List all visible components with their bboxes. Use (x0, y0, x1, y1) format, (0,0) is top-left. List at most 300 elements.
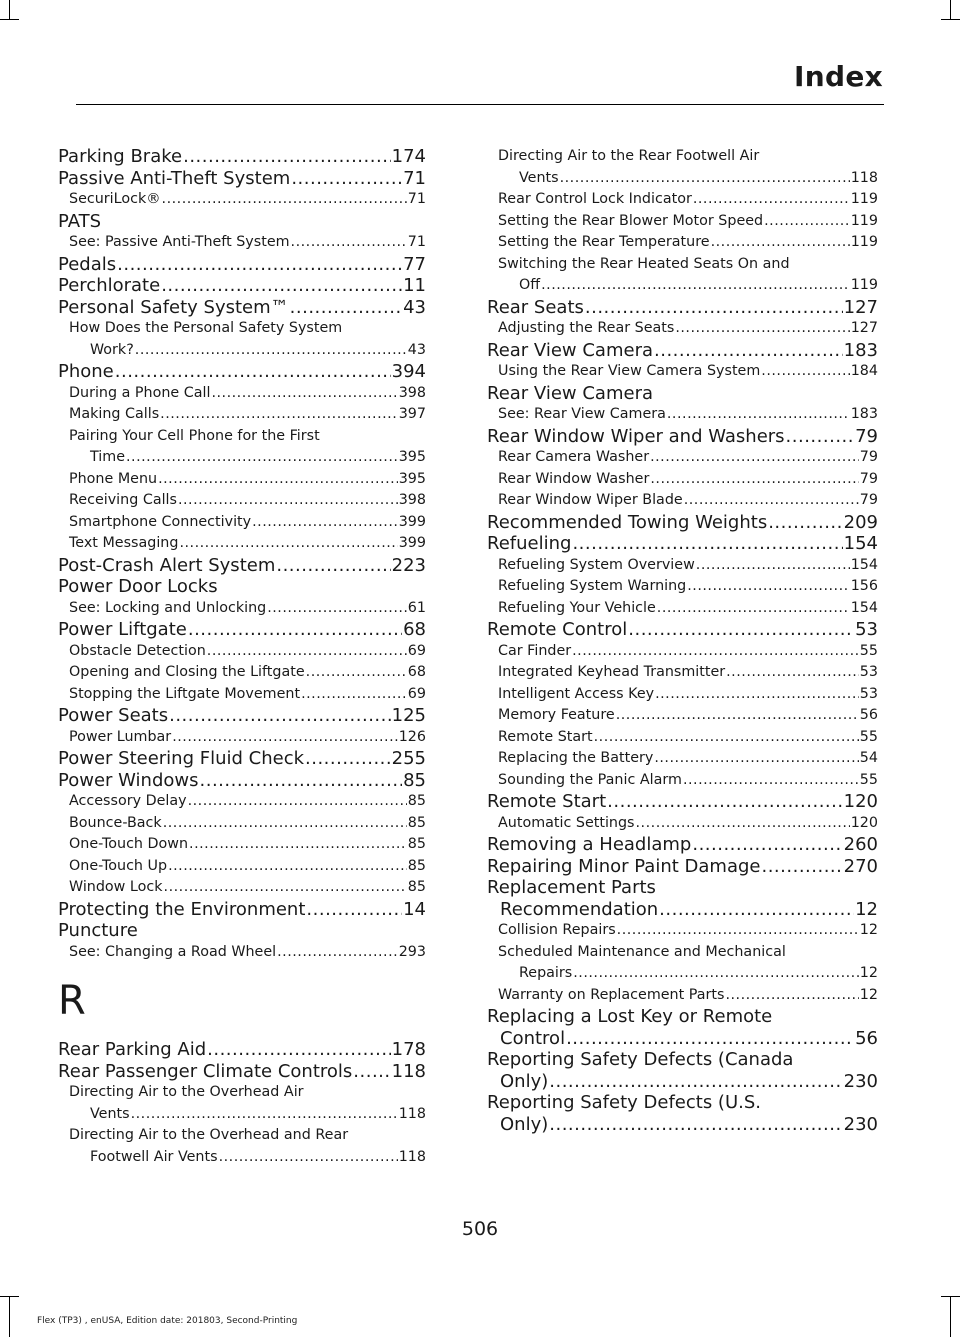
index-subentry[interactable] (487, 705, 878, 727)
dot-leader (654, 340, 843, 362)
dot-leader (657, 598, 850, 620)
index-subentry[interactable] (487, 211, 878, 233)
dot-leader (696, 555, 850, 577)
index-entry[interactable] (58, 705, 426, 727)
crop-mark-top-right-v (950, 0, 951, 19)
entry-page-number: 255 (391, 748, 426, 769)
dot-leader (726, 662, 859, 684)
entry-label: Rear Window Wiper Blade (498, 492, 683, 508)
entry-page-number: 85 (407, 814, 426, 831)
entry-label: See: Passive Anti-Theft System (69, 234, 290, 250)
entry-label: Only) (500, 1113, 549, 1135)
dot-leader (276, 555, 390, 577)
dot-leader (164, 877, 407, 899)
dot-leader (291, 168, 402, 190)
index-entry[interactable] (58, 361, 426, 383)
entry-label: Perchlorate (58, 275, 161, 296)
index-entry[interactable] (487, 856, 878, 878)
dot-leader (172, 727, 398, 749)
dot-leader (654, 748, 858, 770)
crop-mark-bottom-left-h (0, 1296, 19, 1297)
index-subentry[interactable] (487, 168, 878, 190)
entry-page-number: 395 (398, 470, 426, 487)
entry-page-number: 12 (859, 965, 878, 981)
entry-label: Power Lumbar (69, 728, 172, 745)
index-entry[interactable] (487, 297, 878, 319)
dot-leader (659, 899, 854, 921)
entry-label: Remote Start (498, 728, 593, 745)
entry-page-number: 118 (850, 169, 878, 186)
index-subentry[interactable] (487, 232, 878, 254)
dot-leader (650, 469, 858, 491)
entry-page-number: 223 (391, 554, 426, 576)
entry-label: Warranty on Replacement Parts (498, 986, 725, 1003)
index-subheading: How Does the Personal Safety System (69, 320, 343, 336)
entry-label: Rear Window Wiper and Washers (487, 425, 785, 447)
entry-label: Sounding the Panic Alarm (498, 771, 682, 788)
entry-label: Receiving Calls (69, 492, 177, 508)
entry-label: Automatic Settings (498, 814, 635, 831)
index-subentry[interactable] (487, 275, 878, 297)
entry-page-number: 270 (843, 855, 878, 877)
entry-label: Post-Crash Alert System (58, 554, 276, 576)
dot-leader (761, 361, 849, 383)
entry-label: Control (500, 1027, 566, 1049)
index-subentry[interactable] (58, 813, 426, 835)
index-subentry[interactable] (487, 641, 878, 663)
entry-label: Rear View Camera (487, 339, 653, 361)
dot-leader (585, 297, 843, 319)
entry-page-number: 77 (403, 253, 426, 275)
index-entry[interactable] (58, 168, 426, 190)
index-subentry[interactable] (58, 1147, 426, 1169)
entry-page-number: 398 (398, 492, 426, 508)
entry-label: Parking Brake (58, 146, 183, 167)
index-entry[interactable] (487, 834, 878, 856)
dot-leader (594, 727, 859, 749)
dot-leader (628, 619, 854, 641)
dot-leader (683, 770, 859, 792)
index-subentry[interactable] (58, 942, 426, 964)
entry-label: Memory Feature (498, 707, 615, 723)
index-entry[interactable] (58, 619, 426, 641)
entry-label: Phone Menu (69, 470, 158, 487)
dot-leader (549, 1071, 842, 1093)
entry-page-number: 79 (859, 492, 878, 508)
entry-label: Rear Passenger Climate Controls (58, 1060, 353, 1082)
crop-mark-top-right-h (941, 19, 960, 20)
entry-label: SecuriLock® (69, 191, 161, 207)
dot-leader (541, 275, 850, 297)
index-entry[interactable] (58, 275, 426, 297)
entry-label: Obstacle Detection (69, 642, 206, 659)
index-subentry[interactable] (58, 1104, 426, 1126)
index-column-right (487, 146, 878, 1135)
entry-page-number: 56 (859, 707, 878, 723)
index-subentry[interactable] (487, 684, 878, 706)
entry-label: Power Seats (58, 705, 169, 726)
entry-page-number: 397 (398, 406, 426, 422)
index-entry[interactable] (487, 1071, 878, 1093)
dot-leader (675, 318, 849, 340)
entry-page-number: 184 (850, 363, 878, 379)
dot-leader (267, 598, 407, 620)
dot-leader (549, 1114, 842, 1136)
index-subentry[interactable] (487, 555, 878, 577)
index-subentry[interactable] (58, 662, 426, 684)
index-subentry[interactable] (58, 727, 426, 749)
dot-leader (117, 254, 402, 276)
entry-page-number: 174 (391, 146, 426, 167)
index-entry[interactable] (58, 555, 426, 577)
dot-leader (305, 748, 391, 770)
index-subentry[interactable] (487, 770, 878, 792)
dot-leader (573, 963, 859, 985)
index-subentry[interactable] (487, 404, 878, 426)
index-subentry[interactable] (58, 877, 426, 899)
index-entry[interactable] (58, 1061, 426, 1083)
index-entry[interactable] (58, 1039, 426, 1061)
index-subheading: Directing Air to the Overhead Air (69, 1084, 304, 1100)
entry-label: Rear Control Lock Indicator (498, 191, 692, 207)
dot-leader (764, 211, 850, 233)
dot-leader (768, 512, 842, 534)
index-subentry[interactable] (487, 598, 878, 620)
entry-label: Removing a Headlamp (487, 834, 692, 855)
entry-label: Adjusting the Rear Seats (498, 320, 675, 336)
index-subentry[interactable] (487, 985, 878, 1007)
dot-leader (290, 297, 402, 319)
index-entry[interactable] (487, 1114, 878, 1136)
entry-label: Making Calls (69, 406, 160, 422)
dot-leader (761, 856, 842, 878)
entry-page-number: 230 (843, 1070, 878, 1092)
entry-label: Power Windows (58, 769, 199, 791)
dot-leader (277, 942, 398, 964)
entry-label: Power Liftgate (58, 619, 187, 640)
entry-page-number: 126 (398, 728, 426, 745)
dot-leader (219, 1147, 398, 1169)
index-subentry[interactable] (58, 598, 426, 620)
index-heading: Power Door Locks (58, 576, 218, 597)
entry-page-number: 183 (843, 339, 878, 361)
entry-page-number: 178 (391, 1039, 426, 1060)
index-subentry[interactable] (58, 383, 426, 405)
index-subentry[interactable] (58, 856, 426, 878)
index-heading: Reporting Safety Defects (Canada (487, 1049, 794, 1070)
dot-leader (301, 684, 407, 706)
entry-page-number: 230 (843, 1113, 878, 1135)
entry-page-number: 85 (407, 836, 426, 852)
entry-page-number: 119 (850, 277, 878, 293)
entry-page-number: 118 (391, 1060, 426, 1082)
index-subentry[interactable] (487, 189, 878, 211)
entry-label: Car Finder (498, 642, 572, 659)
dot-leader (306, 662, 407, 684)
index-entry[interactable] (487, 899, 878, 921)
index-subentry[interactable] (58, 447, 426, 469)
index-subentry[interactable] (58, 340, 426, 362)
dot-leader (306, 899, 402, 921)
crop-mark-bottom-right-h (941, 1296, 960, 1297)
entry-label: Time (90, 449, 125, 465)
entry-label: Rear Parking Aid (58, 1039, 207, 1060)
index-subentry[interactable] (487, 361, 878, 383)
entry-page-number: 79 (859, 449, 878, 465)
index-subentry[interactable] (487, 813, 878, 835)
entry-page-number: 53 (859, 664, 878, 680)
index-subentry[interactable] (58, 834, 426, 856)
entry-page-number: 85 (407, 879, 426, 895)
entry-page-number: 68 (403, 619, 426, 640)
entry-label: Passive Anti-Theft System (58, 167, 291, 189)
dot-leader (158, 469, 398, 491)
entry-page-number: 85 (407, 793, 426, 809)
entry-label: Refueling System Warning (498, 578, 687, 594)
crop-mark-top-left-v (9, 0, 10, 19)
entry-page-number: 79 (855, 425, 878, 447)
entry-label: Replacing the Battery (498, 750, 654, 766)
index-heading: PATS (58, 210, 102, 232)
entry-label: Refueling (487, 533, 572, 554)
index-entry[interactable] (487, 340, 878, 362)
entry-label: Phone (58, 361, 114, 382)
entry-page-number: 43 (403, 296, 426, 318)
dot-leader (725, 985, 858, 1007)
entry-label: Collision Repairs (498, 922, 616, 938)
index-subentry[interactable] (58, 512, 426, 534)
entry-label: Smartphone Connectivity (69, 513, 252, 530)
dot-leader (607, 791, 842, 813)
dot-leader (200, 770, 403, 792)
entry-page-number: 53 (859, 685, 878, 702)
entry-label: Vents (90, 1105, 130, 1122)
page-number: 506 (461, 1218, 499, 1240)
entry-label: Footwell Air Vents (90, 1148, 218, 1165)
entry-page-number: 119 (850, 212, 878, 229)
entry-label: Integrated Keyhead Transmitter (498, 664, 726, 680)
dot-leader (693, 189, 850, 211)
index-subentry[interactable] (58, 232, 426, 254)
entry-page-number: 127 (850, 320, 878, 336)
dot-leader (616, 705, 859, 727)
entry-page-number: 11 (403, 275, 426, 296)
entry-page-number: 119 (850, 234, 878, 250)
entry-page-number: 85 (407, 857, 426, 874)
section-letter: R (58, 978, 86, 1024)
entry-page-number: 55 (859, 642, 878, 659)
entry-label: Recommended Towing Weights (487, 511, 768, 533)
entry-page-number: 68 (407, 664, 426, 680)
index-heading: Reporting Safety Defects (U.S. (487, 1092, 761, 1113)
entry-page-number: 118 (398, 1105, 426, 1122)
dot-leader (188, 791, 407, 813)
dot-leader (667, 404, 850, 426)
index-subheading: Scheduled Maintenance and Mechanical (498, 943, 786, 960)
index-subentry[interactable] (58, 469, 426, 491)
dot-leader (684, 490, 859, 512)
entry-label: Vents (519, 169, 559, 186)
entry-label: During a Phone Call (69, 384, 211, 401)
index-heading: Replacing a Lost Key or Remote (487, 1006, 773, 1027)
entry-page-number: 54 (859, 750, 878, 766)
entry-label: Rear Window Washer (498, 470, 650, 487)
dot-leader (655, 684, 859, 706)
index-subentry[interactable] (487, 469, 878, 491)
entry-page-number: 61 (407, 599, 426, 616)
entry-page-number: 71 (407, 234, 426, 250)
dot-leader (188, 619, 402, 641)
entry-page-number: 71 (403, 167, 426, 189)
dot-leader (572, 533, 842, 555)
entry-page-number: 394 (391, 361, 426, 382)
entry-label: Opening and Closing the Liftgate (69, 664, 305, 680)
dot-leader (252, 512, 398, 534)
index-entry[interactable] (487, 619, 878, 641)
dot-leader (353, 1061, 390, 1083)
index-subentry[interactable] (487, 490, 878, 512)
entry-page-number: 154 (843, 533, 878, 554)
dot-leader (687, 576, 849, 598)
entry-page-number: 69 (407, 685, 426, 702)
title-rule (76, 104, 884, 105)
entry-page-number: 156 (850, 578, 878, 594)
entry-label: Intelligent Access Key (498, 685, 655, 702)
index-subentry[interactable] (58, 684, 426, 706)
dot-leader (207, 1039, 391, 1061)
index-entry[interactable] (487, 1028, 878, 1050)
entry-page-number: 14 (403, 898, 426, 920)
dot-leader (692, 834, 842, 856)
entry-page-number: 154 (850, 599, 878, 616)
entry-page-number: 43 (407, 341, 426, 358)
index-entry[interactable] (58, 899, 426, 921)
dot-leader (163, 813, 407, 835)
dot-leader (211, 383, 397, 405)
dot-leader (566, 1028, 854, 1050)
entry-page-number: 55 (859, 728, 878, 745)
index-subentry[interactable] (58, 533, 426, 555)
dot-leader (131, 1104, 398, 1126)
index-entry[interactable] (58, 748, 426, 770)
entry-page-number: 260 (843, 834, 878, 855)
entry-page-number: 12 (855, 898, 878, 920)
entry-page-number: 395 (398, 449, 426, 465)
entry-page-number: 183 (850, 406, 878, 422)
index-entry[interactable] (487, 426, 878, 448)
index-subentry[interactable] (487, 963, 878, 985)
dot-leader (160, 404, 398, 426)
crop-mark-top-left-h (0, 19, 19, 20)
entry-page-number: 119 (850, 191, 878, 207)
index-entry[interactable] (487, 512, 878, 534)
dot-leader (162, 189, 407, 211)
dot-leader (161, 275, 402, 297)
index-subentry[interactable] (487, 920, 878, 942)
entry-label: Rear Camera Washer (498, 449, 650, 465)
entry-label: Only) (500, 1070, 549, 1092)
dot-leader (126, 447, 398, 469)
entry-label: Repairs (519, 965, 573, 981)
entry-page-number: 69 (407, 642, 426, 659)
dot-leader (650, 447, 859, 469)
index-subentry[interactable] (487, 318, 878, 340)
index-subentry[interactable] (487, 748, 878, 770)
index-entry[interactable] (58, 146, 426, 168)
entry-label: Remote Control (487, 619, 628, 640)
dot-leader (115, 361, 391, 383)
index-subentry[interactable] (487, 447, 878, 469)
entry-label: Text Messaging (69, 535, 179, 551)
dot-leader (572, 641, 859, 663)
dot-leader (135, 340, 407, 362)
entry-page-number: 55 (859, 771, 878, 788)
dot-leader (169, 705, 391, 727)
index-subentry[interactable] (58, 490, 426, 512)
entry-label: Refueling System Overview (498, 556, 695, 573)
entry-page-number: 125 (391, 705, 426, 726)
index-entry[interactable] (58, 770, 426, 792)
index-subheading: Pairing Your Cell Phone for the First (69, 427, 320, 444)
entry-page-number: 127 (843, 296, 878, 318)
entry-label: Recommendation (500, 898, 659, 920)
dot-leader (207, 641, 407, 663)
entry-label: Rear Seats (487, 296, 584, 318)
entry-label: Stopping the Liftgate Movement (69, 685, 301, 702)
index-subentry[interactable] (58, 189, 426, 211)
index-entry[interactable] (487, 533, 878, 555)
entry-page-number: 209 (843, 511, 878, 533)
index-subentry[interactable] (487, 576, 878, 598)
entry-label: One-Touch Up (69, 857, 168, 874)
index-subheading: Directing Air to the Rear Footwell Air (498, 148, 760, 164)
entry-page-number: 398 (398, 384, 426, 401)
entry-page-number: 56 (855, 1027, 878, 1049)
index-subentry[interactable] (58, 641, 426, 663)
entry-page-number: 120 (850, 814, 878, 831)
entry-label: See: Locking and Unlocking (69, 599, 267, 616)
entry-page-number: 120 (843, 791, 878, 812)
dot-leader (711, 232, 850, 254)
dot-leader (168, 856, 407, 878)
entry-label: Off (519, 277, 541, 293)
entry-label: Setting the Rear Temperature (498, 234, 710, 250)
index-subentry[interactable] (58, 791, 426, 813)
dot-leader (291, 232, 407, 254)
dot-leader (178, 490, 398, 512)
index-subentry[interactable] (487, 727, 878, 749)
index-subentry[interactable] (487, 662, 878, 684)
entry-page-number: 399 (398, 535, 426, 551)
crop-mark-bottom-left-v (9, 1296, 10, 1337)
entry-page-number: 12 (859, 922, 878, 938)
entry-label: Window Lock (69, 879, 163, 895)
entry-page-number: 293 (398, 943, 426, 960)
index-heading: Rear View Camera (487, 382, 653, 404)
dot-leader (786, 426, 855, 448)
dot-leader (636, 813, 850, 835)
dot-leader (617, 920, 859, 942)
index-entry[interactable] (487, 791, 878, 813)
index-subentry[interactable] (58, 404, 426, 426)
index-entry[interactable] (58, 297, 426, 319)
entry-label: See: Rear View Camera (498, 406, 666, 422)
index-entry[interactable] (58, 254, 426, 276)
index-subheading: Directing Air to the Overhead and Rear (69, 1127, 349, 1143)
page-title: Index (794, 60, 883, 93)
entry-page-number: 118 (398, 1148, 426, 1165)
entry-label: One-Touch Down (69, 836, 189, 852)
